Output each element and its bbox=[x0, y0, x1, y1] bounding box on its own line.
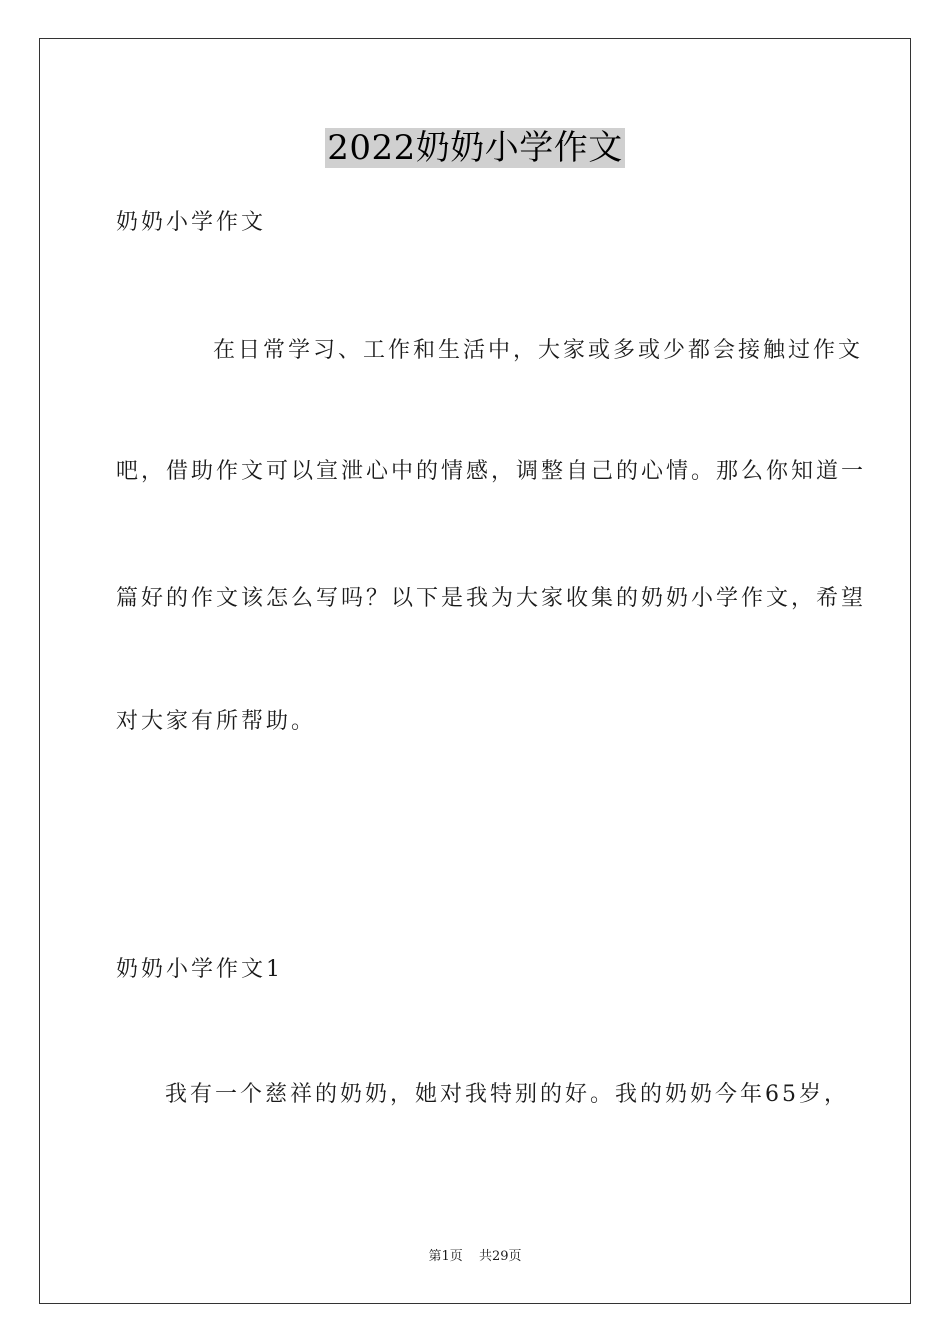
document-subtitle: 奶奶小学作文 bbox=[116, 210, 267, 235]
page-total: 共29页 bbox=[478, 1249, 522, 1264]
paragraph-line: 对大家有所帮助。 bbox=[116, 709, 317, 734]
title-container bbox=[0, 128, 950, 168]
page-number: 第1页 bbox=[428, 1249, 463, 1264]
paragraph-line: 篇好的作文该怎么写吗？以下是我为大家收集的奶奶小学作文，希望 bbox=[116, 586, 867, 611]
section-heading: 奶奶小学作文1 bbox=[116, 957, 283, 982]
document-title: 2022奶奶小学作文 bbox=[327, 128, 623, 168]
paragraph-line: 在日常学习、工作和生活中，大家或多或少都会接触过作文 bbox=[213, 338, 864, 363]
page-footer bbox=[0, 1248, 950, 1266]
paragraph-line: 我有一个慈祥的奶奶，她对我特别的好。我的奶奶今年65岁， bbox=[165, 1082, 849, 1107]
paragraph-line: 吧，借助作文可以宣泄心中的情感，调整自己的心情。那么你知道一 bbox=[116, 459, 867, 484]
